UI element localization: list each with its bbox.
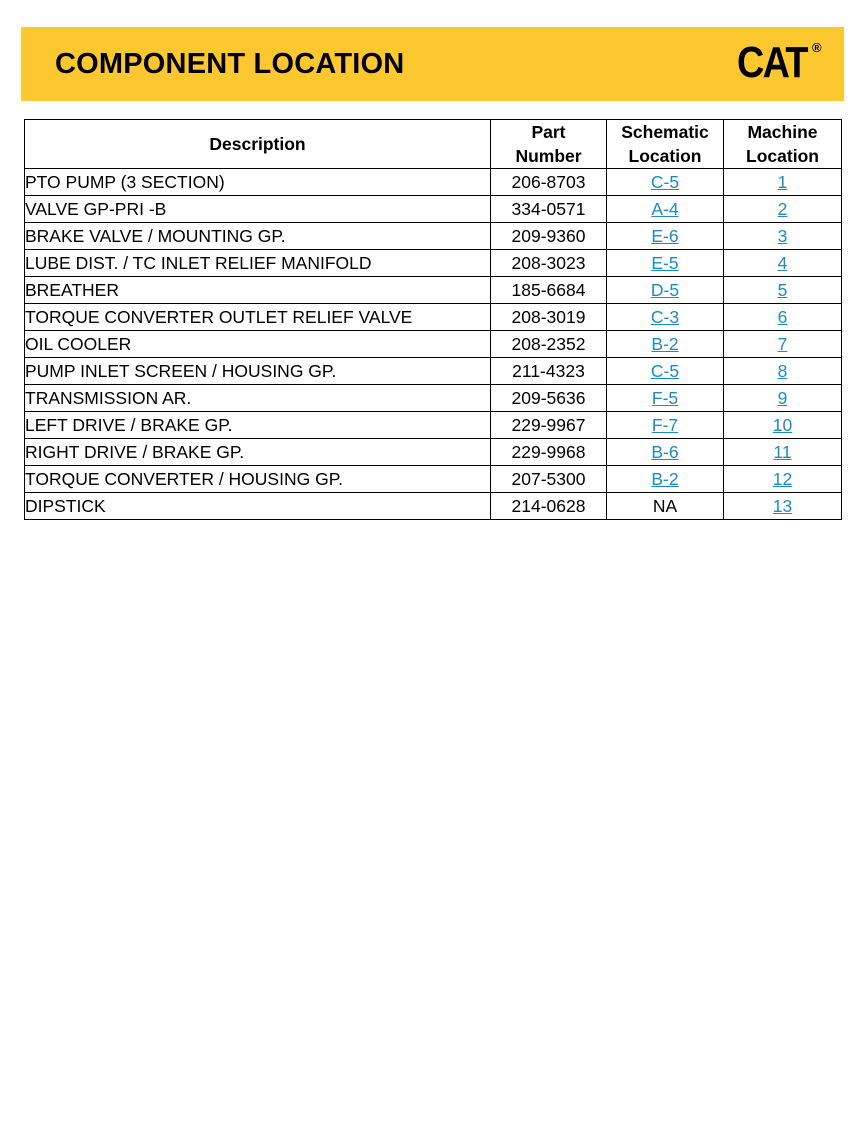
machine-location-link[interactable]: 7 [777,334,788,354]
column-header-machine-line2: Location [746,146,819,166]
schematic-location-link[interactable]: B-6 [651,442,679,462]
column-header-machine-location [724,120,842,169]
machine-location-cell [724,223,842,250]
schematic-location-cell [607,304,724,331]
schematic-location-cell [607,250,724,277]
schematic-location-link[interactable]: E-6 [651,226,679,246]
cat-logo [737,39,829,89]
table-header-row [25,120,842,169]
machine-location-link[interactable]: 13 [772,496,793,516]
description-cell: RIGHT DRIVE / BRAKE GP. [25,439,491,466]
machine-location-link[interactable]: 10 [772,415,793,435]
schematic-location-link[interactable]: C-5 [650,361,680,381]
part-number-cell: 229-9967 [491,412,607,439]
schematic-location-link[interactable]: A-4 [651,199,679,219]
column-header-part-line1: Part [531,122,566,142]
part-number-cell: 334-0571 [491,196,607,223]
description-cell: PUMP INLET SCREEN / HOUSING GP. [25,358,491,385]
schematic-location-link[interactable]: C-5 [650,172,680,192]
description-cell: TRANSMISSION AR. [25,385,491,412]
table-row [25,439,842,466]
page-title: COMPONENT LOCATION [55,48,405,80]
machine-location-link[interactable]: 3 [777,226,788,246]
cat-logo-text: CAT [737,38,807,87]
schematic-location-cell [607,223,724,250]
machine-location-cell [724,385,842,412]
part-number-cell: 207-5300 [491,466,607,493]
table-row [25,331,842,358]
part-number-cell: 211-4323 [491,358,607,385]
table-row [25,277,842,304]
schematic-location-cell [607,412,724,439]
machine-location-link[interactable]: 9 [777,388,788,408]
machine-location-cell [724,358,842,385]
schematic-location-link[interactable]: E-5 [651,253,679,273]
schematic-location-link[interactable]: D-5 [650,280,680,300]
part-number-cell: 208-3019 [491,304,607,331]
table-row [25,358,842,385]
machine-location-cell [724,412,842,439]
machine-location-link[interactable]: 1 [777,172,788,192]
column-header-schematic-line2: Location [628,146,702,166]
schematic-location-cell [607,358,724,385]
table-row [25,493,842,520]
description-cell: TORQUE CONVERTER / HOUSING GP. [25,466,491,493]
machine-location-cell [724,466,842,493]
component-location-table [24,119,842,520]
table-row [25,169,842,196]
schematic-location-link[interactable]: B-2 [651,469,679,489]
table-row [25,412,842,439]
description-cell: LEFT DRIVE / BRAKE GP. [25,412,491,439]
part-number-cell: 209-5636 [491,385,607,412]
machine-location-cell [724,196,842,223]
table-row [25,385,842,412]
registered-mark-icon: ® [812,40,822,55]
schematic-location-link[interactable]: B-2 [651,334,679,354]
machine-location-link[interactable]: 8 [777,361,788,381]
part-number-cell: 229-9968 [491,439,607,466]
column-header-description [25,120,491,169]
column-header-machine-line1: Machine [747,122,818,142]
machine-location-cell [724,493,842,520]
description-cell: LUBE DIST. / TC INLET RELIEF MANIFOLD [25,250,491,277]
schematic-location-cell [607,385,724,412]
description-cell: TORQUE CONVERTER OUTLET RELIEF VALVE [25,304,491,331]
machine-location-cell [724,277,842,304]
table-body [25,169,842,520]
schematic-location-link[interactable]: F-5 [651,388,679,408]
machine-location-cell [724,169,842,196]
part-number-cell: 209-9360 [491,223,607,250]
part-number-cell: 214-0628 [491,493,607,520]
table-row [25,250,842,277]
schematic-location-cell [607,493,724,520]
column-header-part-number [491,120,607,169]
table-row [25,223,842,250]
description-cell: BRAKE VALVE / MOUNTING GP. [25,223,491,250]
column-header-schematic-line1: Schematic [621,122,709,142]
table-row [25,196,842,223]
part-number-cell: 208-3023 [491,250,607,277]
column-header-description-label: Description [209,134,306,154]
description-cell: BREATHER [25,277,491,304]
part-number-cell: 185-6684 [491,277,607,304]
header-banner [21,27,844,101]
schematic-location-cell [607,277,724,304]
machine-location-cell [724,331,842,358]
description-cell: OIL COOLER [25,331,491,358]
machine-location-link[interactable]: 4 [777,253,788,273]
column-header-schematic-location [607,120,724,169]
description-cell: VALVE GP-PRI -B [25,196,491,223]
schematic-location-cell [607,466,724,493]
column-header-part-line2: Number [515,146,582,166]
description-cell: PTO PUMP (3 SECTION) [25,169,491,196]
schematic-location-cell [607,331,724,358]
machine-location-link[interactable]: 11 [773,442,792,462]
machine-location-cell [724,304,842,331]
schematic-location-link[interactable]: F-7 [651,415,679,435]
machine-location-link[interactable]: 2 [777,199,788,219]
schematic-location-cell [607,169,724,196]
machine-location-link[interactable]: 12 [772,469,793,489]
machine-location-cell [724,439,842,466]
table-row [25,304,842,331]
machine-location-cell [724,250,842,277]
schematic-location-cell [607,196,724,223]
part-number-cell: 208-2352 [491,331,607,358]
description-cell: DIPSTICK [25,493,491,520]
schematic-location-text: NA [652,496,678,516]
part-number-cell: 206-8703 [491,169,607,196]
machine-location-link[interactable]: 5 [777,280,788,300]
schematic-location-cell [607,439,724,466]
schematic-location-link[interactable]: C-3 [650,307,680,327]
table-row [25,466,842,493]
machine-location-link[interactable]: 6 [777,307,788,327]
